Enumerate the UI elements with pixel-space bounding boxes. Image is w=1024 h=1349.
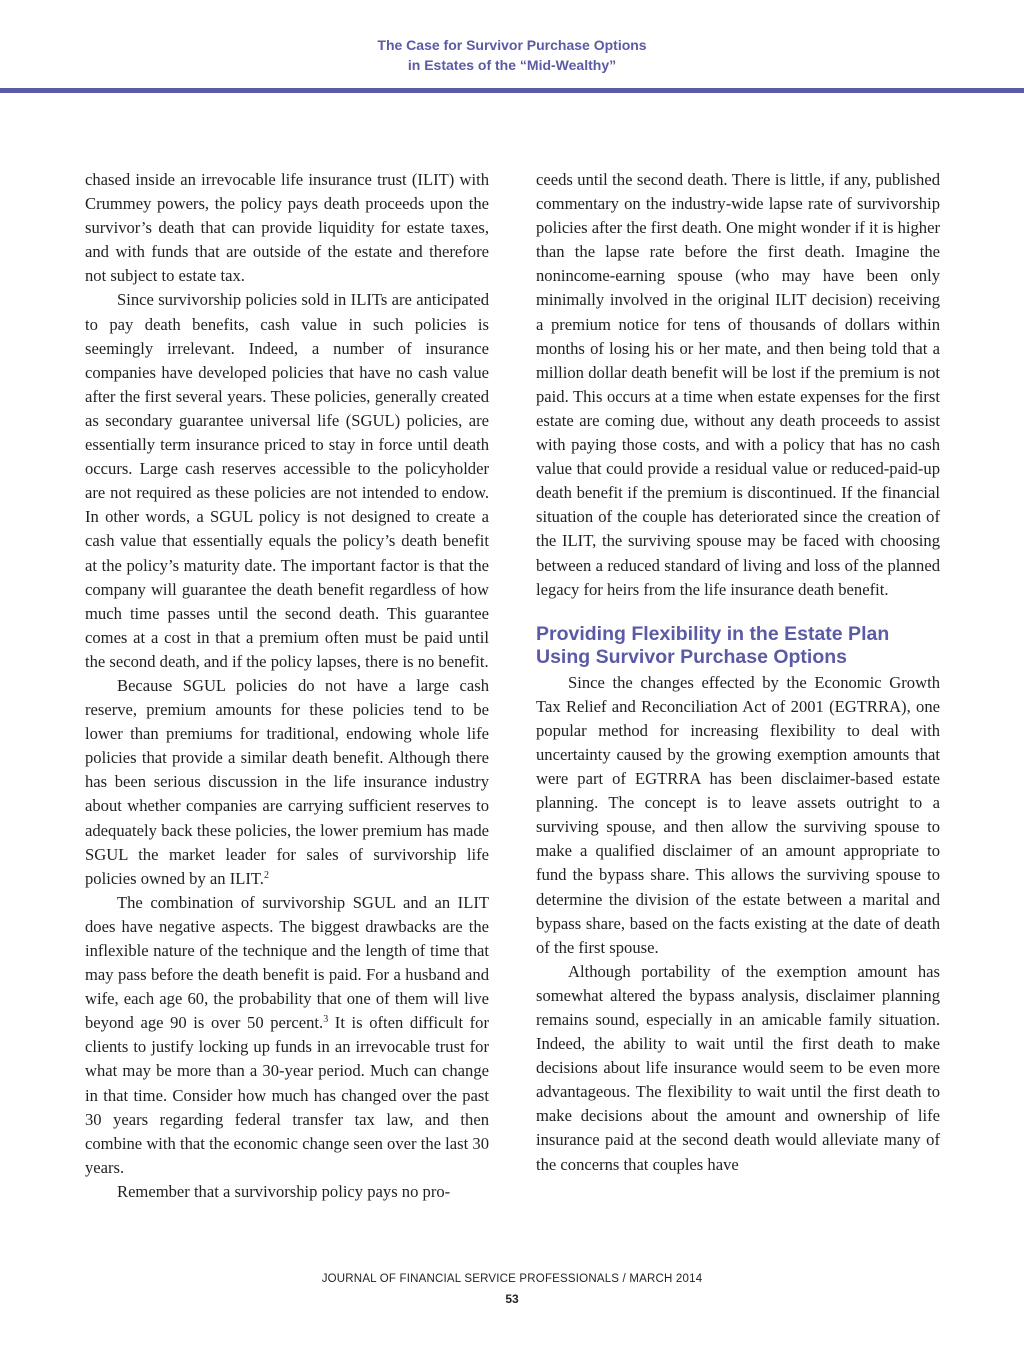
footnote-ref-2[interactable]: 2 xyxy=(263,869,269,881)
section-heading-line-2: Using Survivor Purchase Options xyxy=(536,645,847,668)
paragraph: Although portability of the exemption amount has somewhat altered the bypass analysis, disclaimer planning remains sound, especially in an amicable family situation. Indeed, the ability to wait until the first death to make decisions about life insurance would seem to be even more advantageous. The flexibility to wait until the first death to make decisions about the amount and ownership of life insurance paid at the second death would alleviate many of the concerns that couples have xyxy=(536,961,940,1174)
paragraph-text: The combination of survivorship SGUL and an ILIT does have negative aspects. The biggest drawbacks are the inflexible nature of the technique and the length of time that may pass before the death benefit is paid. For a husband and wife, each age 60, the probability that one of them will live beyond age 90 is over 50 percent. xyxy=(85,892,489,1033)
paragraph: Remember that a survivorship policy pays no pro- xyxy=(117,1181,451,1201)
left-column xyxy=(85,168,489,1204)
paragraph-text: It is often difficult for clients to justify locking up funds in an irrevocable trust for what may be more than a 30-year period. Much can change in that time. Consider how much has changed over the past 30 years regarding federal transfer tax law, and then combine with that the economic change seen over the last 30 years. xyxy=(85,1013,490,1177)
running-head-line-1: The Case for Survivor Purchase Options xyxy=(377,37,647,53)
paragraph xyxy=(85,674,489,891)
running-head-line-2: in Estates of the “Mid-Wealthy” xyxy=(407,57,617,73)
page-number: 53 xyxy=(505,1292,519,1306)
running-head xyxy=(0,35,1024,75)
section-heading xyxy=(536,623,940,669)
paragraph-text: Because SGUL policies do not have a large cash reserve, premium amounts for these policies tend to be lower than premiums for traditional, endowing whole life policies that provide a similar death benefit. Although there has been serious discussion in the life insurance industry about whether companies are carrying sufficient reserves to adequately back these policies, the lower premium has made SGUL the market leader for sales of survivorship life policies owned by an ILIT. xyxy=(85,675,489,888)
section-heading-line-1: Providing Flexibility in the Estate Plan xyxy=(536,622,890,645)
paragraph: Since survivorship policies sold in ILITs are anticipated to pay death benefits, cash value in such policies is seemingly irrelevant. Indeed, a number of insurance companies have developed policies that have no cash value after the first several years. These policies, generally created as secondary guarantee universal life (SGUL) policies, are essentially term insurance priced to stay in force until death occurs. Large cash reserves accessible to the policyholder are not required as these policies are not intended to endow. In other words, a SGUL policy is not designed to create a cash value that essentially equals the policy’s death benefit at the policy’s maturity date. The important factor is that the company will guarantee the death benefit regardless of how much time passes until the second death. This guarantee comes at a cost in that a premium often must be paid until the second death, and if the policy lapses, there is no benefit. xyxy=(85,290,489,671)
header-divider xyxy=(0,88,1024,93)
right-column xyxy=(536,168,940,1177)
paragraph: ceeds until the second death. There is little, if any, published commentary on the industry-wide lapse rate of survivorship policies after the first death. One might wonder if it is higher than the lapse rate before the first death. Imagine the nonincome-earning spouse (who may have been only minimally involved in the original ILIT decision) receiving a premium notice for tens of thousands of dollars within months of losing his or her mate, and then being told that a million dollar death benefit will be lost if the premium is not paid. This occurs at a time when estate expenses for the first estate are coming due, without any death proceeds to assist with paying those costs, and with a policy that has no cash value that could provide a residual value or reduced-paid-up death benefit if the premium is discontinued. If the financial situation of the couple has deteriorated since the creation of the ILIT, the surviving spouse may be faced with choosing between a reduced standard of living and loss of the planned legacy for heirs from the life insurance death benefit. xyxy=(536,170,940,599)
paragraph: chased inside an irrevocable life insurance trust (ILIT) with Crummey powers, the policy pays death proceeds upon the survivor’s death that can provide liquidity for estate taxes, and with funds that are outside of the estate and therefore not subject to estate tax. xyxy=(85,170,489,286)
paragraph xyxy=(85,891,489,1180)
paragraph: Since the changes effected by the Economic Growth Tax Relief and Reconciliation Act of 2001 (EGTRRA), one popular method for increasing flexibility to deal with uncertainty caused by the growing exemption amounts that were part of EGTRRA has been disclaimer-based estate planning. The concept is to leave assets outright to a surviving spouse, and then allow the surviving spouse to make a qualified disclaimer of an amount appropriate to fund the bypass share. This allows the surviving spouse to determine the division of the estate between a marital and bypass share, based on the facts existing at the date of death of the first spouse. xyxy=(536,672,940,957)
journal-footer: JOURNAL OF FINANCIAL SERVICE PROFESSIONALS / MARCH 2014 xyxy=(321,1273,703,1285)
footnote-ref-3[interactable]: 3 xyxy=(323,1014,329,1026)
